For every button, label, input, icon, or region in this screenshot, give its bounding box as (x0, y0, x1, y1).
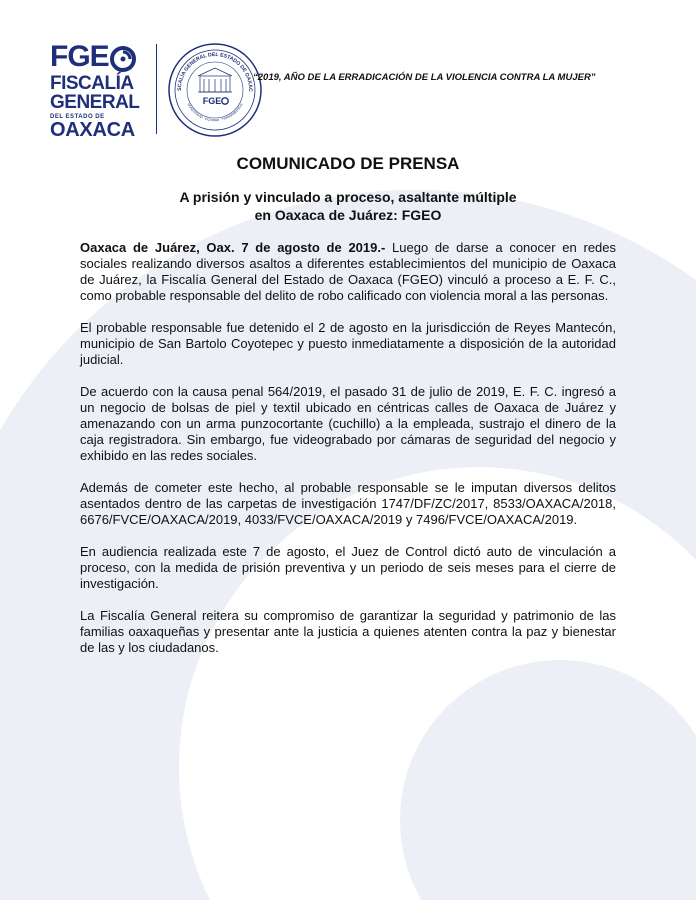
paragraph-4: Además de cometer este hecho, al probable responsable se le imputan diversos delitos asentados dentro de las carpetas de investigación 1747/DF/ZC/2017, 8533/OAXACA/2018, 6676/FVCE/OAXACA/2019, 4033/FVCE/OAXACA/2019 y 7496/FVCE/OAXACA/2019. (80, 480, 616, 527)
paragraph-6: La Fiscalía General reitera su compromiso de garantizar la seguridad y patrimonio de las familias oaxaqueñas y presentar ante la justicia a quienes atenten contra la paz y bienestar de las y los ciudadanos. (80, 608, 616, 655)
seal-center-logo: FGE (202, 96, 222, 106)
fgeo-logo (50, 42, 162, 140)
seal-ring-text: SCALÍA GENERAL DEL ESTADO DE OAXAC (176, 51, 254, 92)
header-divider (156, 44, 157, 134)
paragraph-5: En audiencia realizada este 7 de agosto, el Juez de Control dictó auto de vinculación a proceso, con la medida de prisión preventiva y un periodo de seis meses para el cierre de investigación. (80, 544, 616, 591)
logo-line-oaxaca: OAXACA (50, 119, 135, 141)
press-release-body (80, 150, 616, 656)
logo-line-del-estado: DEL ESTADO DE (50, 114, 105, 120)
seal-bottom-text: HONESTIDAD · EQUIDAD · TRANSPARENCIA (186, 102, 244, 123)
dateline: Oaxaca de Juárez, Oax. 7 de agosto de 2019.- (80, 240, 386, 255)
fgeo-wordmark-text: FGE (50, 40, 109, 73)
paragraph-3: De acuerdo con la causa penal 564/2019, el pasado 31 de julio de 2019, E. F. C. ingresó a un negocio de bolsas de piel y textil ubicado en céntricas calles de Oaxaca de Juárez y amenazando con un arma punzocortante (cuchillo) a la empleada, sustrajo el dinero de la caja registradora. Sin embargo, fue videograbado por cámaras de seguridad del negocio y exhibido en las redes sociales. (80, 384, 616, 463)
fgeo-wordmark (50, 42, 162, 72)
document-subtitle (80, 188, 616, 224)
document-title: COMUNICADO DE PRENSA (236, 154, 460, 173)
letterhead (0, 0, 696, 150)
logo-line-fiscalia: FISCALÍA (50, 73, 134, 94)
subtitle-line-1: A prisión y vinculado a proceso, asaltante múltiple (179, 189, 517, 205)
year-motto: “2019, AÑO DE LA ERRADICACIÓN DE LA VIOLENCIA CONTRA LA MUJER” (253, 72, 596, 83)
paragraph-1 (80, 240, 616, 304)
building-seal-icon (167, 42, 263, 138)
fgeo-swirl-icon (110, 46, 136, 72)
paragraph-1-text: Luego de darse a conocer en redes sociales realizando diversos asaltos a diferentes establecimientos del municipio de Oaxaca de Juárez, la Fiscalía General del Estado de Oaxaca (FGEO) vinculó a proceso a E. F. C., como probable responsable del delito de robo calificado con violencia moral a las personas. (80, 240, 617, 303)
watermark-circle (400, 660, 696, 900)
logo-line-general: GENERAL (50, 92, 140, 113)
subtitle-line-2: en Oaxaca de Juárez: FGEO (254, 207, 442, 223)
paragraph-2: El probable responsable fue detenido el 2 de agosto en la jurisdicción de Reyes Mantecón, municipio de San Bartolo Coyotepec y puesto inmediatamente a disposición de la autoridad judicial. (80, 320, 616, 367)
